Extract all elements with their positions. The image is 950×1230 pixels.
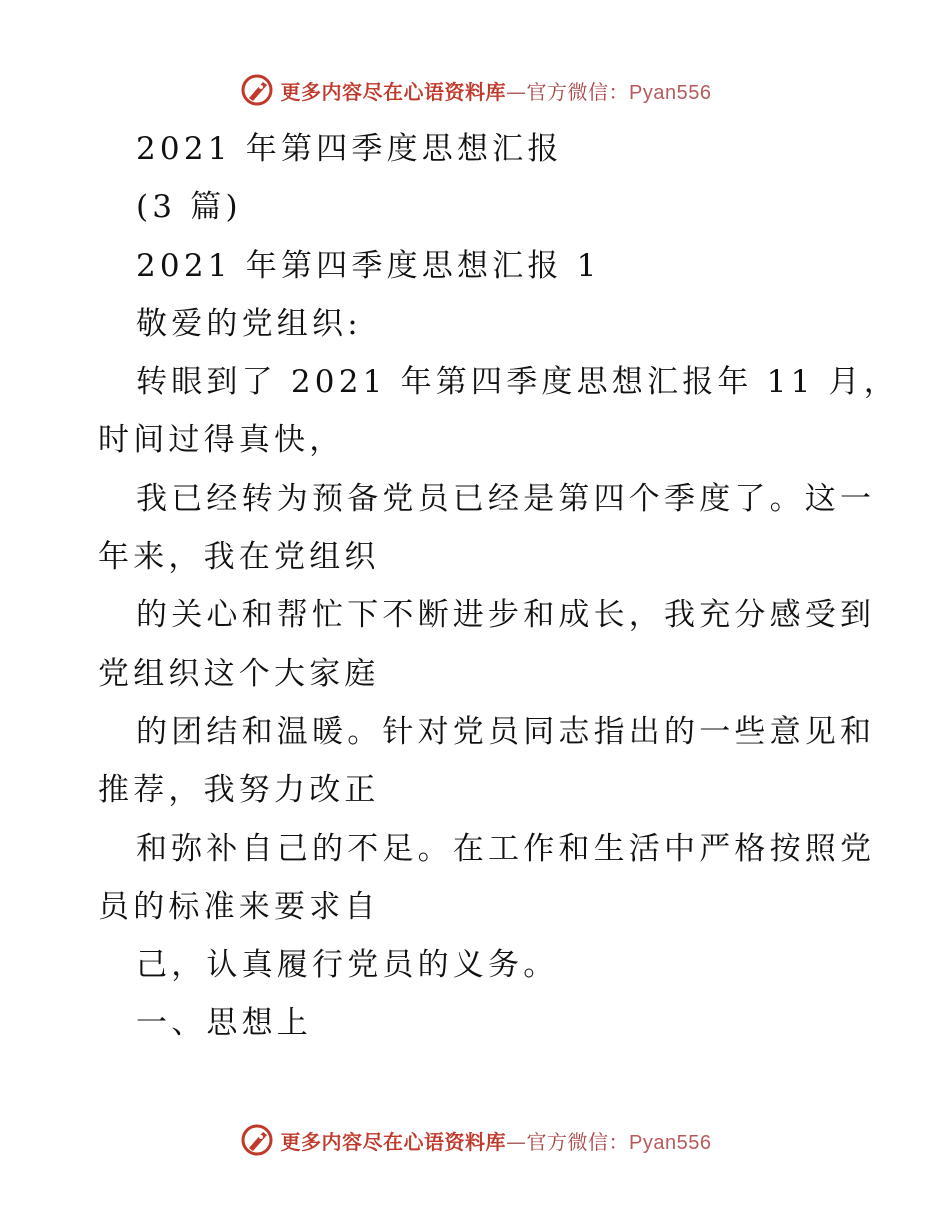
pen-logo-icon xyxy=(239,72,275,108)
watermark-text xyxy=(281,76,712,105)
watermark-brand: 更多内容尽在心语资料库 xyxy=(280,79,507,104)
paragraph-line: 推荐，我努力改正 xyxy=(98,772,380,809)
footer-watermark xyxy=(0,1120,950,1160)
subheading: 一、思想上 xyxy=(136,1005,312,1042)
paragraph-line: 时间过得真快， xyxy=(98,422,345,459)
section-heading: 2021 年第四季度思想汇报 1 xyxy=(136,247,601,284)
watermark-wechat-id: Pyan556 xyxy=(629,1131,712,1154)
pen-logo-icon xyxy=(239,1122,275,1158)
watermark-official-label: 官方微信： xyxy=(526,79,630,104)
paragraph-line: 的关心和帮忙下不断进步和成长，我充分感受到 xyxy=(136,597,876,634)
salutation: 敬爱的党组织: xyxy=(136,305,362,342)
watermark-text xyxy=(281,1126,712,1155)
paragraph-line: 员的标准来要求自 xyxy=(98,888,380,925)
watermark-separator: — xyxy=(506,1129,527,1154)
watermark-brand: 更多内容尽在心语资料库 xyxy=(280,1129,507,1154)
paragraph-line: 和弥补自己的不足。在工作和生活中严格按照党 xyxy=(136,830,876,867)
doc-title-line1: 2021 年第四季度思想汇报 xyxy=(136,131,563,167)
header-watermark xyxy=(0,70,950,110)
paragraph-line: 转眼到了 2021 年第四季度思想汇报年 11 月， xyxy=(136,364,899,401)
paragraph-line: 党组织这个大家庭 xyxy=(98,655,380,692)
paragraph-line: 我已经转为预备党员已经是第四个季度了。这一 xyxy=(136,480,876,517)
paragraph-line: 年来，我在党组织 xyxy=(98,539,380,576)
doc-title-line2: (3 篇) xyxy=(136,189,242,226)
watermark-official-label: 官方微信： xyxy=(526,1129,630,1154)
watermark-separator: — xyxy=(506,79,527,104)
paragraph-line: 的团结和温暖。针对党员同志指出的一些意见和 xyxy=(136,713,876,750)
document-body xyxy=(98,120,899,1053)
watermark-wechat-id: Pyan556 xyxy=(629,81,712,104)
paragraph-line: 己，认真履行党员的义务。 xyxy=(136,947,559,984)
